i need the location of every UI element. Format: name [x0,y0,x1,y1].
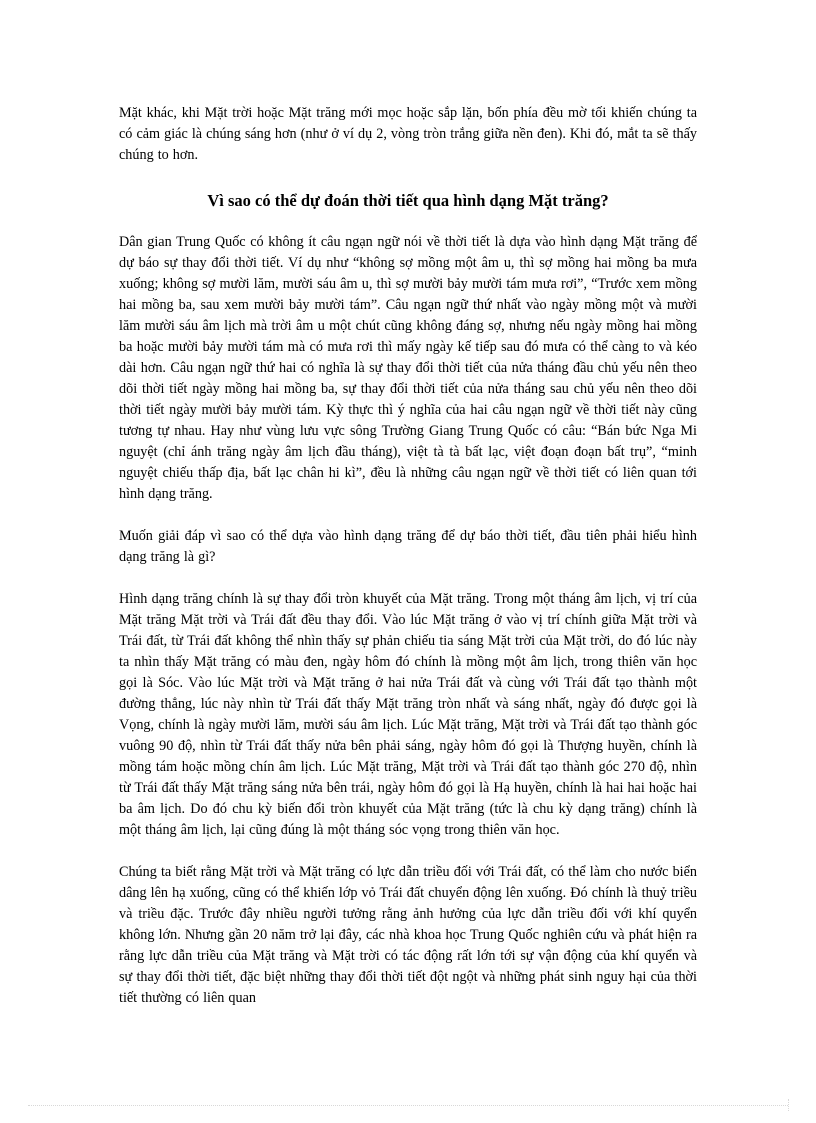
document-body [119,103,697,1009]
paragraph-question: Muốn giải đáp vì sao có thể dựa vào hình dạng trăng để dự báo thời tiết, đầu tiên phải hiểu hình dạng trăng là gì? [119,528,697,565]
page-corner-mark [788,1099,789,1111]
section-heading: Vì sao có thể dự đoán thời tiết qua hình dạng Mặt trăng? [207,191,609,210]
paragraph-spacer [119,505,697,526]
page-bottom-border [28,1105,788,1106]
paragraph-proverbs: Dân gian Trung Quốc có không ít câu ngạn ngữ nói về thời tiết là dựa vào hình dạng Mặt trăng để dự báo sự thay đổi thời tiết. Ví dụ như “không sợ mồng một âm u, thì sợ mồng hai mồng ba mưa xuống; không sợ mười lăm, mười sáu âm u, thì sợ mười bảy mười tám mưa rơi”, “Trước xem mồng hai mồng ba, sau xem mười bảy mười tám”. Câu ngạn ngữ thứ nhất vào ngày mồng một và mười lăm mười sáu âm lịch mà trời âm u một chút cũng không đáng sợ, nhưng nếu ngày mồng hai mồng ba hoặc mười bảy mười tám mà có mưa rơi thì mấy ngày kế tiếp sau đó mưa có thể càng to và kéo dài hơn. Câu ngạn ngữ thứ hai có nghĩa là sự thay đổi thời tiết của nửa tháng đầu chủ yếu nên theo dõi thời tiết ngày mồng hai mồng ba, sự thay đổi thời tiết của nửa tháng sau chủ yếu nên theo dõi thời tiết ngày mười bảy mười tám. Kỳ thực thì ý nghĩa của hai câu ngạn ngữ về thời tiết này cũng tương tự nhau. Hay như vùng lưu vực sông Trường Giang Trung Quốc có câu: “Bán bức Nga Mi nguyệt (chỉ ánh trăng ngày âm lịch đầu tháng), việt tà tà bất lạc, việt đoạn đoạn bất trụ”, “minh nguyệt chiếu thấp địa, bất lạc chân hi kì”, đều là những câu ngạn ngữ về thời tiết có liên quan tới hình dạng trăng. [119,234,697,502]
paragraph-moon-phases: Hình dạng trăng chính là sự thay đổi tròn khuyết của Mặt trăng. Trong một tháng âm lịch, vị trí của Mặt trăng Mặt trời và Trái đất đều thay đổi. Vào lúc Mặt trăng ở vào vị trí chính giữa Mặt trời và Trái đất, từ Trái đất không thể nhìn thấy sự phản chiếu tia sáng Mặt trời của Mặt trời, do đó lúc này ta nhìn thấy Mặt trăng có màu đen, ngày hôm đó chính là mồng một âm lịch, trong thiên văn học gọi là Sóc. Vào lúc Mặt trời và Mặt trăng ở hai nửa Trái đất và cùng với Trái đất tạo thành một đường thẳng, lúc này nhìn từ Trái đất thấy Mặt trăng tròn nhất và sáng nhất, ngày đó được gọi là Vọng, chính là ngày mười lăm, mười sáu âm lịch. Lúc Mặt trăng, Mặt trời và Trái đất tạo thành góc vuông 90 độ, nhìn từ Trái đất thấy nửa bên phải sáng, ngày hôm đó gọi là Thượng huyền, chính là mồng tám hoặc mồng chín âm lịch. Lúc Mặt trăng, Mặt trời và Trái đất tạo thành góc 270 độ, nhìn từ Trái đất thấy Mặt trăng sáng nửa bên trái, ngày hôm đó gọi là Hạ huyền, chính là hai hai hoặc hai ba âm lịch. Do đó chu kỳ biến đổi tròn khuyết của Mặt trăng (tức là chu kỳ dạng trăng) chính là một tháng âm lịch, lại cũng đúng là một tháng sóc vọng trong thiên văn học. [119,591,697,838]
paragraph-spacer [119,841,697,862]
intro-paragraph: Mặt khác, khi Mặt trời hoặc Mặt trăng mới mọc hoặc sắp lặn, bốn phía đều mờ tối khiến chúng ta có cảm giác là chúng sáng hơn (như ở ví dụ 2, vòng tròn trắng giữa nền đen). Khi đó, mắt ta sẽ thấy chúng to hơn. [119,105,697,163]
paragraph-tidal-force: Chúng ta biết rằng Mặt trời và Mặt trăng có lực dẫn triều đối với Trái đất, có thể làm cho nước biển dâng lên hạ xuống, cũng có thể khiến lớp vỏ Trái đất chuyển động lên xuống. Đó chính là thuỷ triều và triều đặc. Trước đây nhiều người tưởng rằng ảnh hưởng của lực dẫn triều đối với khí quyển không lớn. Nhưng gần 20 năm trở lại đây, các nhà khoa học Trung Quốc nghiên cứu và phát hiện ra rằng lực dẫn triều của Mặt trăng và Mặt trời có tác động rất lớn tới sự vận động của khí quyển và sự thay đổi thời tiết, đặc biệt những thay đổi thời tiết đột ngột và những phát sinh nguy hại của thời tiết thường có liên quan [119,864,697,1006]
paragraph-spacer [119,568,697,589]
